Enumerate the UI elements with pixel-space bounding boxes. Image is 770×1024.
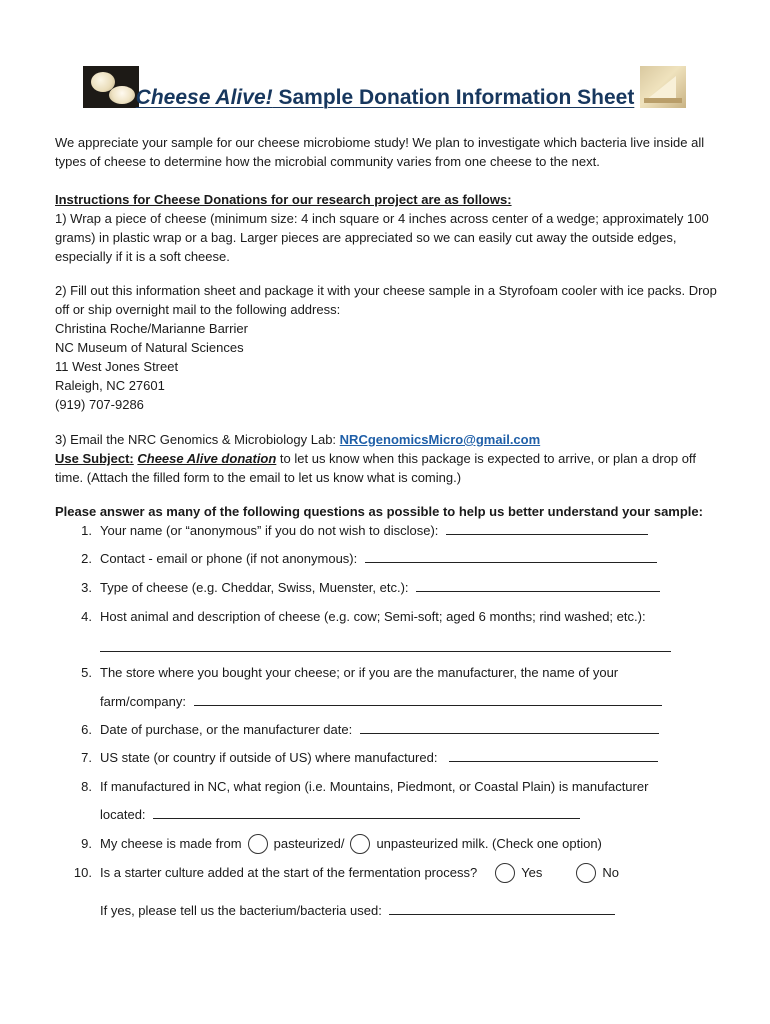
name-field[interactable]	[446, 522, 648, 535]
address-line: (919) 707-9286	[55, 397, 144, 412]
question-number: 10.	[73, 865, 92, 880]
question-text: My cheese is made from	[100, 836, 242, 851]
instruction-step-2: 2) Fill out this information sheet and package it with your cheese sample in a Styrofoam cooler with ice packs. Drop off or ship overnight mail to the following address:	[55, 283, 717, 317]
state-field[interactable]	[449, 749, 658, 762]
question-text: Contact - email or phone (if not anonymous):	[100, 551, 358, 566]
step-3-text: 3) Email the NRC Genomics & Microbiology Lab:	[55, 432, 340, 447]
question-text: Is a starter culture added at the start of the fermentation process?	[100, 865, 478, 880]
question-7	[100, 748, 658, 767]
question-number: 3.	[81, 580, 92, 595]
starter-yes-radio[interactable]	[495, 863, 515, 883]
question-text: located:	[100, 807, 146, 822]
instructions-heading: Instructions for Cheese Donations for our research project are as follows:	[55, 192, 512, 207]
question-text: Date of purchase, or the manufacturer date:	[100, 722, 353, 737]
cheese-description-field[interactable]	[100, 651, 671, 652]
bacteria-followup	[100, 901, 615, 920]
question-number: 5.	[81, 665, 92, 680]
question-5-continued	[100, 692, 662, 711]
intro-paragraph: We appreciate your sample for our cheese microbiome study! We plan to investigate which bacteria live inside all types of cheese to determine how the microbial community varies from one cheese to the next.	[55, 135, 705, 169]
instruction-step-3	[55, 430, 725, 487]
question-number: 2.	[81, 551, 92, 566]
question-text: Your name (or “anonymous” if you do not wish to disclose):	[100, 523, 439, 538]
address-block	[55, 319, 725, 414]
instruction-step-1: 1) Wrap a piece of cheese (minimum size: 4 inch square or 4 inches across center of a wedge; approximately 100 grams) in plastic wrap or a bag. Larger pieces are appreciated so we can easily cut away the outside edges, especially if it is a soft cheese.	[55, 211, 709, 264]
subject-rest: to let us know when this package is expected to arrive, or plan a drop off time. (Attach the filled form to the email to let us know what is coming.)	[55, 451, 696, 485]
question-8	[100, 777, 648, 796]
address-line: NC Museum of Natural Sciences	[55, 340, 244, 355]
question-10	[100, 863, 619, 884]
address-line: Raleigh, NC 27601	[55, 378, 165, 393]
title-italic: Cheese Alive!	[135, 86, 273, 109]
lab-email-link[interactable]: NRCgenomicsMicro@gmail.com	[339, 432, 541, 447]
followup-text: If yes, please tell us the bacterium/bacteria used:	[100, 903, 382, 918]
question-8-continued	[100, 805, 580, 824]
title-rest: Sample Donation Information Sheet	[272, 86, 635, 109]
question-6	[100, 720, 659, 739]
question-1	[100, 521, 648, 540]
address-line: Christina Roche/Marianne Barrier	[55, 321, 248, 336]
question-number: 6.	[81, 722, 92, 737]
subject-value: Cheese Alive donation	[137, 451, 277, 466]
page-title	[0, 86, 770, 110]
question-text: farm/company:	[100, 694, 186, 709]
subject-label: Use Subject:	[55, 451, 134, 466]
cheese-type-field[interactable]	[416, 579, 660, 592]
question-4	[100, 607, 646, 626]
question-2	[100, 549, 657, 568]
store-field[interactable]	[194, 693, 662, 706]
question-number: 7.	[81, 750, 92, 765]
question-text: Host animal and description of cheese (e.g. cow; Semi-soft; aged 6 months; rind washed; etc.):	[100, 609, 646, 624]
purchase-date-field[interactable]	[360, 721, 659, 734]
question-5	[100, 663, 618, 682]
yes-label: Yes	[521, 865, 543, 880]
question-number: 1.	[81, 523, 92, 538]
starter-no-radio[interactable]	[576, 863, 596, 883]
pasteurized-radio[interactable]	[248, 834, 268, 854]
questions-heading: Please answer as many of the following questions as possible to help us better understand your sample:	[55, 504, 703, 519]
address-line: 11 West Jones Street	[55, 359, 179, 374]
question-text: If manufactured in NC, what region (i.e. Mountains, Piedmont, or Coastal Plain) is manufacturer	[100, 779, 649, 794]
question-text: Type of cheese (e.g. Cheddar, Swiss, Muenster, etc.):	[100, 580, 409, 595]
unpasteurized-radio[interactable]	[350, 834, 370, 854]
no-label: No	[602, 865, 620, 880]
question-number: 4.	[81, 609, 92, 624]
question-text: US state (or country if outside of US) where manufactured:	[100, 750, 438, 765]
question-number: 8.	[81, 779, 92, 794]
region-field[interactable]	[153, 806, 580, 819]
unpasteurized-label: unpasteurized milk. (Check one option)	[376, 836, 602, 851]
contact-field[interactable]	[365, 550, 657, 563]
question-3	[100, 578, 660, 597]
pasteurized-label: pasteurized/	[273, 836, 345, 851]
question-text: The store where you bought your cheese; or if you are the manufacturer, the name of your	[100, 665, 619, 680]
question-number: 9.	[81, 836, 92, 851]
question-9	[100, 834, 602, 855]
bacteria-field[interactable]	[389, 902, 615, 915]
